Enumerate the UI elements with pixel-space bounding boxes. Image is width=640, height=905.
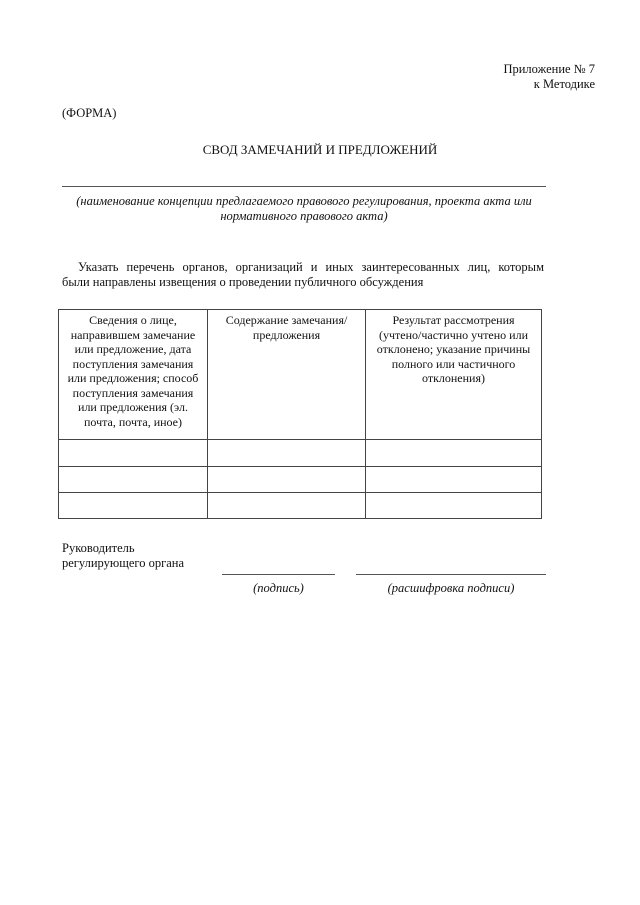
table-row	[59, 493, 542, 519]
table-cell	[366, 493, 542, 519]
table-cell	[366, 440, 542, 467]
concept-name-line	[62, 186, 546, 187]
table-row	[59, 440, 542, 467]
table-cell	[208, 467, 366, 493]
concept-note-line2: нормативного правового акта)	[220, 209, 388, 223]
table-cell	[366, 467, 542, 493]
appendix-header	[503, 62, 595, 92]
table-cell	[208, 493, 366, 519]
signature-line	[222, 574, 335, 575]
table-cell	[208, 440, 366, 467]
remarks-table	[58, 309, 542, 519]
concept-note-line1: (наименование концепции предлагаемого правового регулирования, проекта акта или	[76, 194, 532, 208]
table-cell	[59, 493, 208, 519]
form-label: (ФОРМА)	[62, 106, 117, 120]
appendix-number: Приложение № 7	[503, 62, 595, 76]
instruction-line1: Указать перечень органов, организаций и иных заинтересованных лиц, которым	[78, 260, 544, 274]
signature-position	[62, 541, 184, 571]
instruction-paragraph	[62, 260, 544, 290]
document-title: СВОД ЗАМЕЧАНИЙ И ПРЕДЛОЖЕНИЙ	[202, 142, 438, 157]
column-header-sender: Сведения о лице, направившем замечание или предложение, дата поступления замечания или предложения; способ поступления замечания или предложения (эл. почта, почта, иное)	[59, 310, 208, 440]
appendix-reference: к Методике	[533, 77, 595, 91]
head-title-line2: регулирующего органа	[62, 556, 185, 570]
table-row	[59, 467, 542, 493]
column-header-result: Результат рассмотрения (учтено/частично учтено или отклонено; указание причины полного или частичного отклонения)	[366, 310, 542, 440]
column-header-content: Содержание замечания/предложения	[208, 310, 366, 440]
signature-label: (подпись)	[253, 581, 304, 595]
instruction-line2: были направлены извещения о проведении публичного обсуждения	[62, 275, 424, 289]
signature-decode-line	[356, 574, 546, 575]
concept-name-note	[56, 194, 552, 224]
signature-decode-label: (расшифровка подписи)	[387, 581, 515, 595]
table-header-row	[59, 310, 542, 440]
table-cell	[59, 440, 208, 467]
head-title-line1: Руководитель	[62, 541, 135, 555]
table-cell	[59, 467, 208, 493]
